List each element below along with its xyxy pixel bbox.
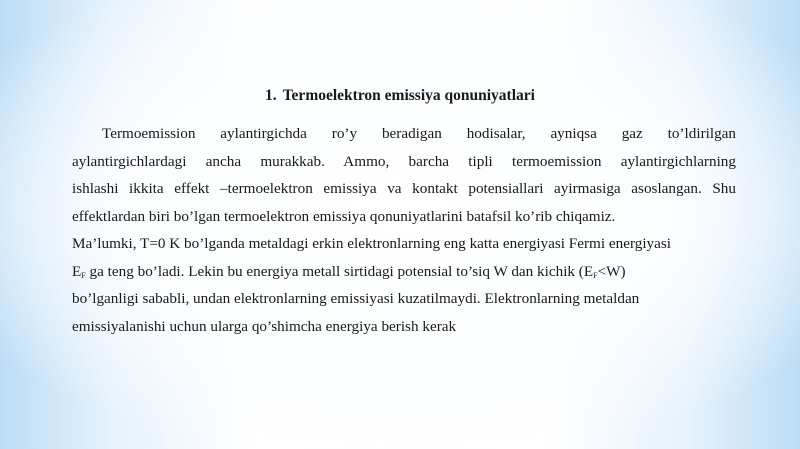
body-line-3: ishlashi ikkita effekt –termoelektron emissiya va kontakt potensiallari ayirmasiga asoslangan. Shu xyxy=(72,180,736,197)
body-line-8: emissiyalanishi uchun ularga qo’shimcha energiya berish kerak xyxy=(72,317,457,335)
symbol-e: E xyxy=(72,262,82,280)
body-line-4: effektlardan biri bo’lgan termoelektron emissiya qonuniyatlarini batafsil ko’rib chiqamiz. xyxy=(72,207,616,225)
body-line-7: bo’lganligi sababli, undan elektronlarning emissiyasi kuzatilmaydi. Elektronlarning metaldan xyxy=(72,290,640,307)
title-text: Termoelektron emissiya qonuniyatlari xyxy=(282,87,535,104)
subscript-f: F xyxy=(81,270,86,280)
body-line-5: Ma’lumki, T=0 K bo’lganda metaldagi erkin elektronlarning eng katta energiyasi Fermi energiyasi xyxy=(72,235,672,252)
body-line-6 xyxy=(72,258,736,286)
body-line-6-text: ga teng bo’ladi. Lekin bu energiya metall sirtidagi potensial to’siq W dan kichik (E xyxy=(85,262,594,280)
slide-title xyxy=(0,86,800,106)
title-number: 1. xyxy=(265,87,277,104)
body-paragraph xyxy=(72,120,736,340)
body-line-2: aylantirgichlardagi ancha murakkab. Ammo, barcha tipli termoemission aylantirgichlarning xyxy=(72,152,736,170)
body-line-1: Termoemission aylantirgichda ro’y beradigan hodisalar, ayniqsa gaz to’ldirilgan xyxy=(102,125,736,142)
body-line-6-end: <W) xyxy=(597,262,626,280)
subscript-f-2: F xyxy=(593,270,598,280)
